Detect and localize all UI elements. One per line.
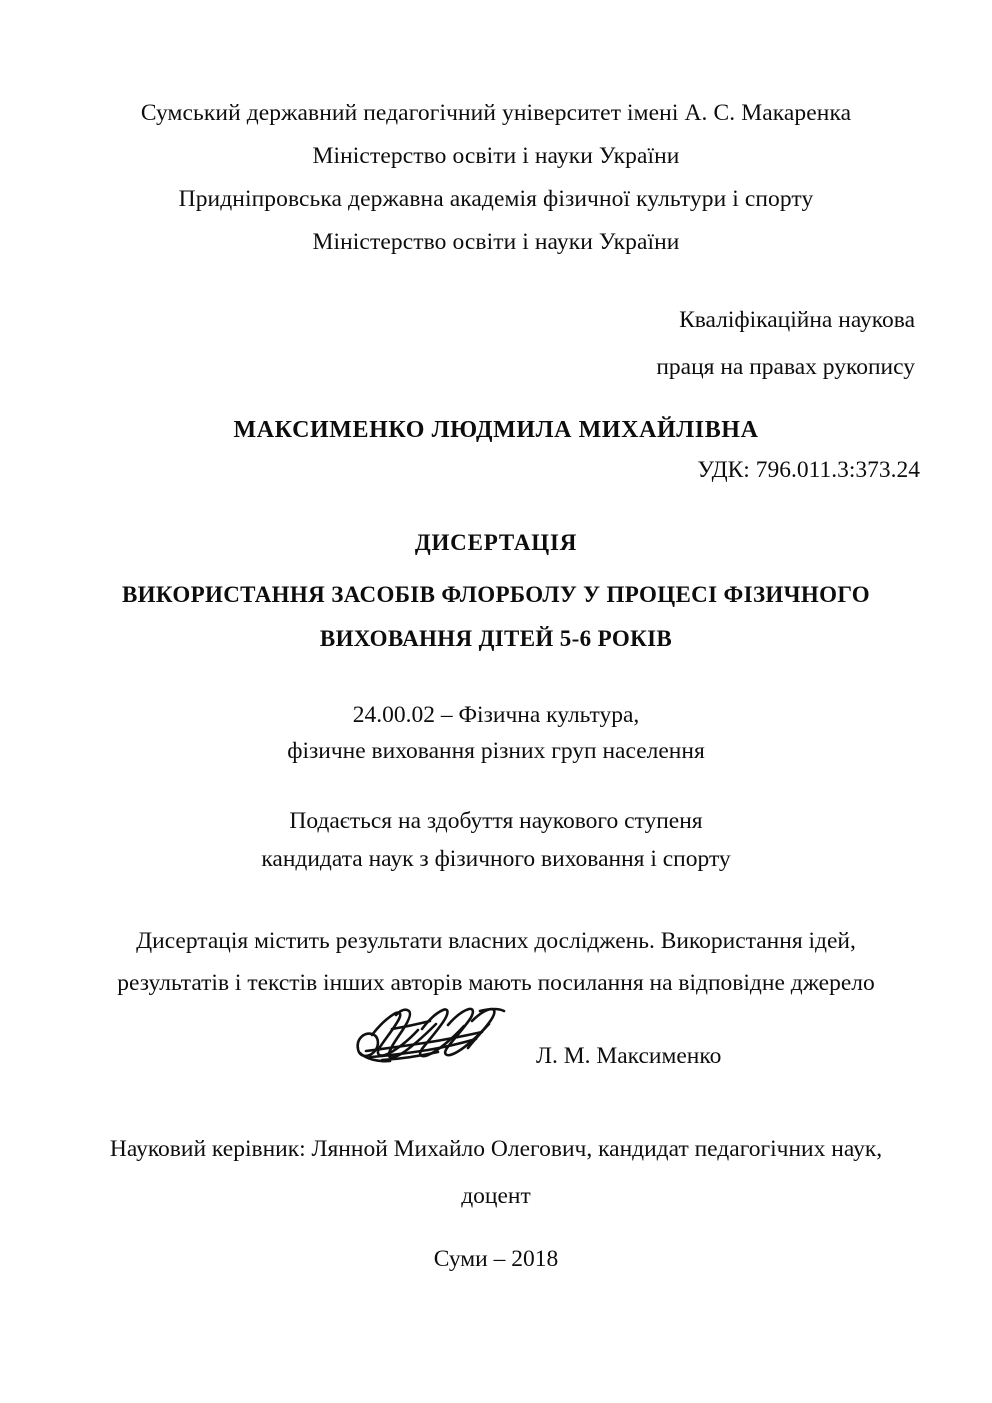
degree-statement-line-2: кандидата наук з фізичного виховання і спорту <box>261 846 731 872</box>
author-name <box>0 417 992 444</box>
document-type-heading <box>0 530 992 556</box>
specialty-block <box>0 697 992 769</box>
author-name-text: МАКСИМЕНКО ЛЮДМИЛА МИХАЙЛІВНА <box>233 417 759 443</box>
originality-declaration-line-1: Дисертація містить результати власних досліджень. Використання ідей, <box>136 928 856 954</box>
qualification-notice <box>0 297 915 391</box>
signature-name: Л. М. Максименко <box>536 1043 722 1069</box>
degree-statement-line-1: Подається на здобуття наукового ступеня <box>289 808 703 834</box>
udc-code-text: УДК: 796.011.3:373.24 <box>697 457 920 483</box>
institution-line-ministry-2: Міністерство освіти і науки України <box>312 229 680 255</box>
page-title-line-1: ВИКОРИСТАННЯ ЗАСОБІВ ФЛОРБОЛУ У ПРОЦЕСІ ФІЗИЧНОГО <box>121 582 871 607</box>
page-title-line-2: ВИХОВАННЯ ДІТЕЙ 5-6 РОКІВ <box>319 626 673 651</box>
degree-statement <box>0 802 992 878</box>
institution-header <box>0 92 992 264</box>
document-type-text: ДИСЕРТАЦІЯ <box>414 530 578 555</box>
udc-code <box>0 457 920 484</box>
qualification-notice-line-2: праця на правах рукопису <box>656 354 915 380</box>
institution-line-ministry-1: Міністерство освіти і науки України <box>312 143 680 169</box>
institution-line-university: Сумський державний педагогічний університет імені А. С. Макаренка <box>140 100 852 126</box>
originality-declaration-line-2: результатів і текстів інших авторів мають посилання на відповідне джерело <box>117 970 875 996</box>
handwritten-signature-icon <box>352 1005 512 1075</box>
specialty-field: фізичне виховання різних груп населення <box>287 738 705 764</box>
place-and-year <box>0 1246 992 1273</box>
supervisor-block <box>0 1126 992 1220</box>
qualification-notice-line-1: Кваліфікаційна наукова <box>679 307 915 333</box>
signature-row <box>0 1005 992 1083</box>
specialty-code: 24.00.02 – Фізична культура, <box>352 702 640 728</box>
originality-declaration <box>0 920 992 1004</box>
supervisor-line-2: доцент <box>461 1183 531 1209</box>
place-and-year-text: Суми – 2018 <box>433 1246 559 1272</box>
institution-line-academy: Придніпровська державна академія фізичної культури і спорту <box>178 186 814 212</box>
page-title <box>0 573 992 661</box>
supervisor-line-1: Науковий керівник: Лянной Михайло Олегович, кандидат педагогічних наук, <box>109 1136 883 1162</box>
